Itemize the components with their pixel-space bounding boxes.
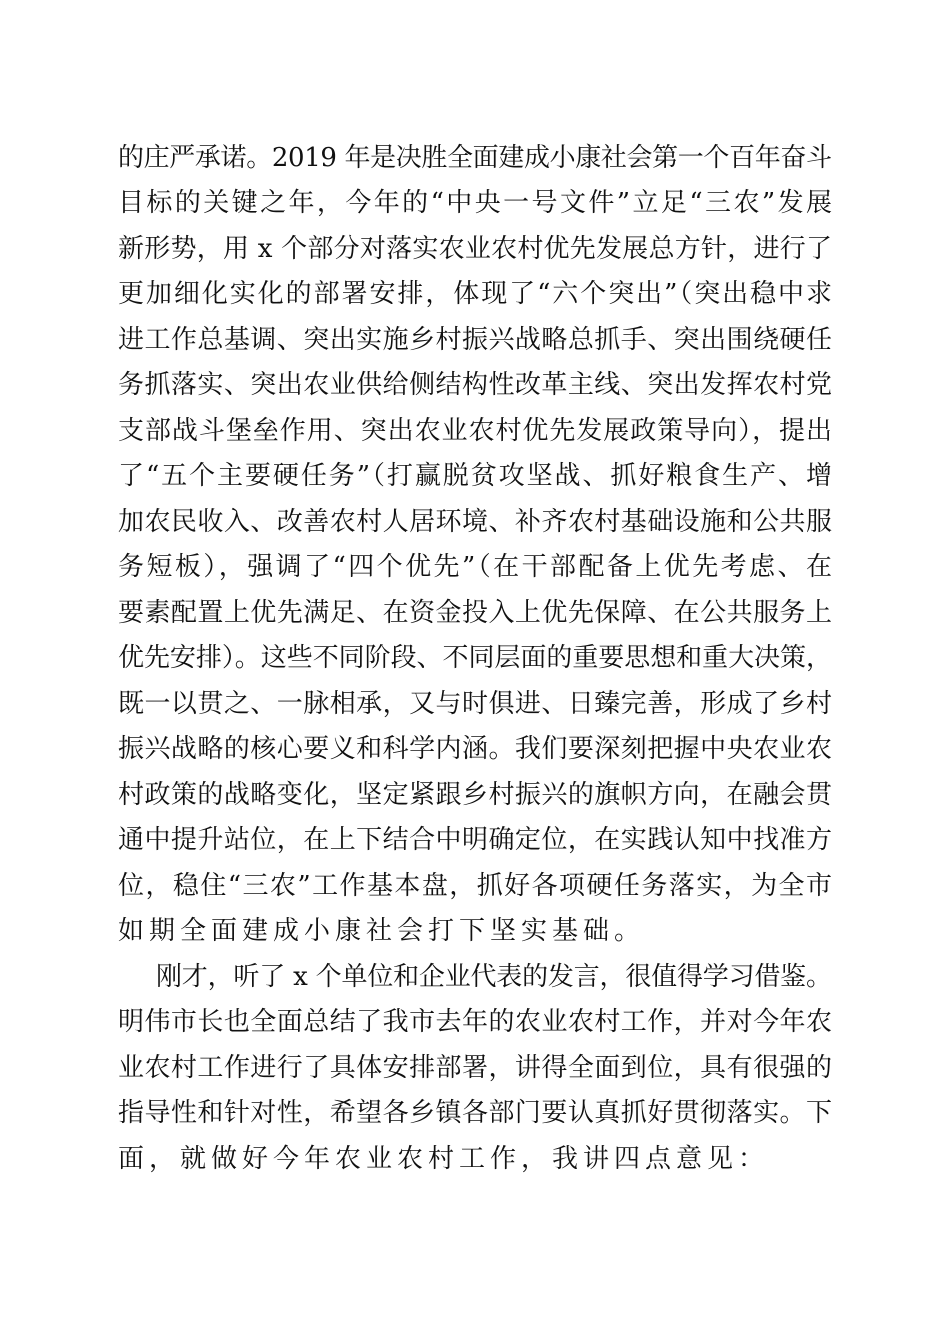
text-line (0, 227, 950, 271)
text-line (0, 909, 950, 953)
text-line-content: 进工作总基调、突出实施乡村振兴战略总抓手、突出围绕硬任 (118, 325, 833, 355)
text-line-content: 明伟市长也全面总结了我市去年的农业农村工作，并对今年农 (118, 1007, 833, 1037)
text-line-content: 如期全面建成小康社会打下坚实基础。 (118, 916, 646, 946)
text-line-content: 更加细化实化的部署安排，体现了“六个突出”（突出稳中求 (118, 279, 834, 309)
text-line (0, 1000, 950, 1044)
text-line-content: 优先安排）。这些不同阶段、不同层面的重要思想和重大决策， (118, 643, 832, 673)
text-line (0, 636, 950, 680)
text-line-content: 支部战斗堡垒作用、突出农业农村优先发展政策导向），提出 (118, 416, 833, 446)
text-line (0, 727, 950, 771)
text-line-content: 振兴战略的核心要义和科学内涵。我们要深刻把握中央农业农 (118, 734, 833, 764)
text-line (0, 818, 950, 862)
text-line-content: 目标的关键之年，今年的“中央一号文件”立足“三农”发展 (118, 188, 835, 218)
text-line-content: 面，就做好今年农业农村工作，我讲四点意见： (118, 1144, 770, 1174)
text-line-content: 务抓落实、突出农业供给侧结构性改革主线、突出发挥农村党 (118, 370, 833, 400)
text-line (0, 773, 950, 817)
text-line-content: 的庄严承诺。2019 年是决胜全面建成小康社会第一个百年奋斗 (118, 143, 832, 173)
text-line (0, 682, 950, 726)
text-line (0, 136, 950, 180)
text-line (0, 500, 950, 544)
text-line (0, 955, 950, 999)
text-line-content: 了“五个主要硬任务”（打赢脱贫攻坚战、抓好粮食生产、增 (118, 461, 834, 491)
text-line-content: 既一以贯之、一脉相承，又与时俱进、日臻完善，形成了乡村 (118, 689, 833, 719)
text-line-content: 指导性和针对性，希望各乡镇各部门要认真抓好贯彻落实。下 (118, 1098, 833, 1128)
text-line (0, 409, 950, 453)
text-line (0, 318, 950, 362)
text-line (0, 363, 950, 407)
text-line-content: 要素配置上优先满足、在资金投入上优先保障、在公共服务上 (118, 598, 833, 628)
text-line-content: 务短板），强调了“四个优先”（在干部配备上优先考虑、在 (118, 552, 835, 582)
text-line (0, 545, 950, 589)
text-line (0, 591, 950, 635)
text-line (0, 1046, 950, 1090)
text-line-content: 业农村工作进行了具体安排部署，讲得全面到位，具有很强的 (118, 1053, 833, 1083)
text-line (0, 1091, 950, 1135)
text-line-content: 加农民收入、改善农村人居环境、补齐农村基础设施和公共服 (118, 507, 833, 537)
text-line-content: 新形势，用 x 个部分对落实农业农村优先发展总方针，进行了 (118, 234, 833, 264)
text-line-content: 村政策的战略变化，坚定紧跟乡村振兴的旗帜方向，在融会贯 (118, 780, 833, 810)
text-line (0, 181, 950, 225)
text-line-content: 刚才，听了 x 个单位和企业代表的发言，很值得学习借鉴。 (156, 962, 832, 992)
text-line (0, 1137, 950, 1181)
text-line (0, 272, 950, 316)
text-line (0, 454, 950, 498)
text-line-content: 通中提升站位，在上下结合中明确定位，在实践认知中找准方 (118, 825, 833, 855)
text-line-content: 位，稳住“三农”工作基本盘，抓好各项硬任务落实，为全市 (118, 871, 834, 901)
text-line (0, 864, 950, 908)
